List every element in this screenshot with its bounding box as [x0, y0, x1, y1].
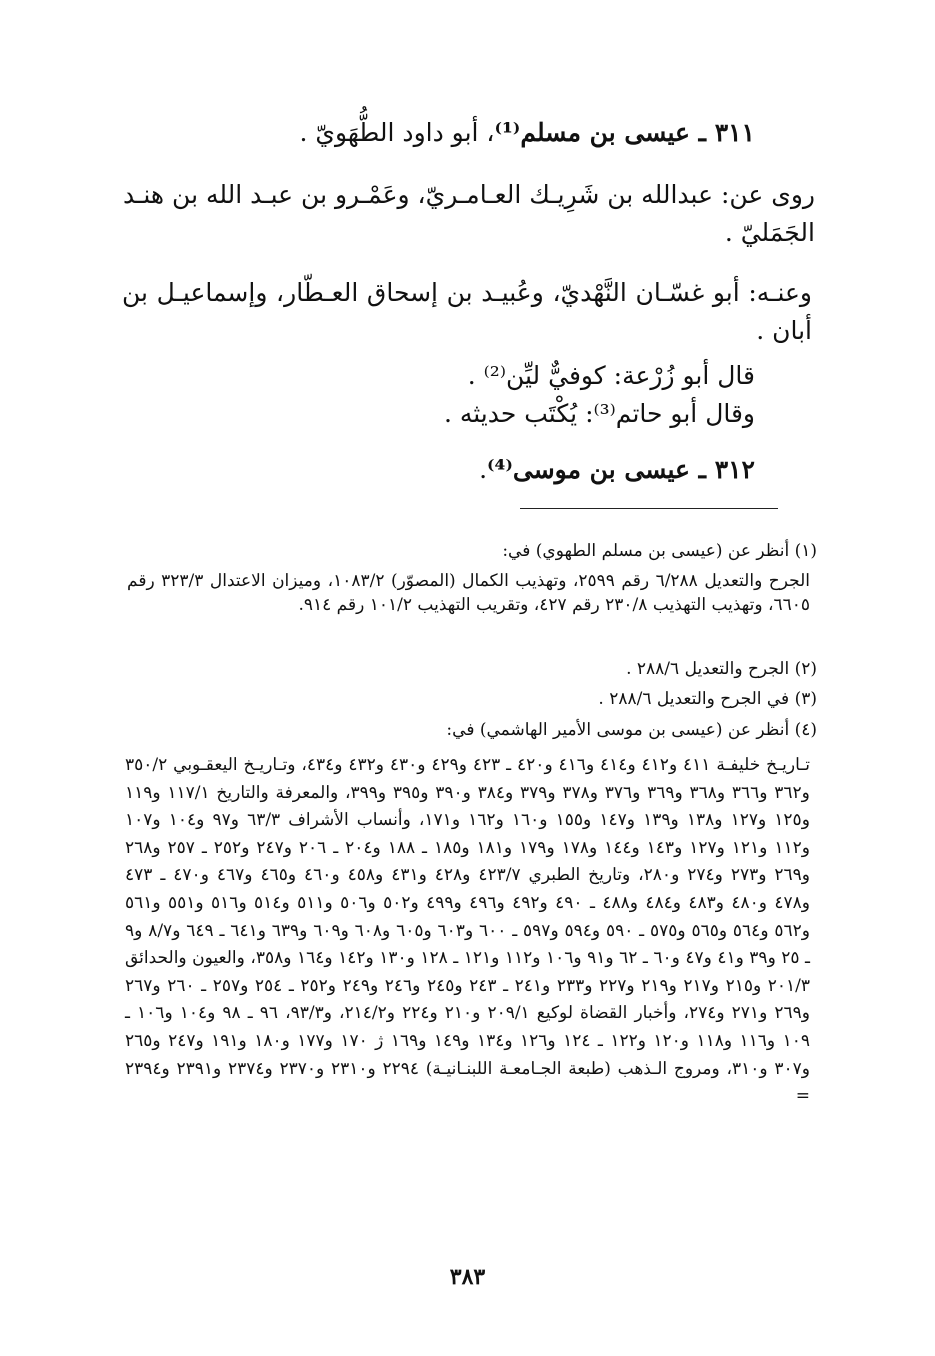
- entry-312-end: .: [479, 455, 488, 484]
- footnote-4-head: (٤) أنظر عن (عيسى بن موسى الأمير الهاشمي) في:: [446, 720, 817, 740]
- from-him-line-2: أبان .: [756, 316, 812, 345]
- entry-312-heading: ٣١٢ ـ عيسى بن موسى⁽⁴⁾: [487, 455, 755, 484]
- footnote-1-head: (١) أنظر عن (عيسى بن مسلم الطهوي) في:: [502, 541, 817, 561]
- footnote-separator: [520, 508, 778, 509]
- abu-zura-statement: قال أبو زُرْعة: كوفيٌّ ليِّن⁽²⁾ .: [467, 361, 755, 390]
- entry-311-heading-line: [105, 115, 755, 151]
- from-him-line-1: وعنـه: أبو غسّـان النَّهْديّ، وعُبيـد بن إسحاق العـطّار، وإسماعيـل بن: [122, 278, 812, 307]
- entry-312-heading-line: [105, 452, 755, 488]
- abu-hatim-statement: وقال أبو حاتم⁽³⁾: يُكْتَب حديثه .: [443, 399, 755, 428]
- footnote-4-body: تـاريـخ خليفـة ٤١١ و٤١٢ و٤١٤ و٤١٦ و٤٢٠ ـ ٤٢٣ و٤٢٩ و٤٣٠ و٤٣٢ و٤٣٤، وتـاريـخ اليعقـوبي ٣٥٠/٢ و٣٦٢ و٣٦٦ و٣٦٨ و٣٦٩ و٣٧٦ و٣٧٨ و٣٧٩ و٣٨٤ و٣٩٠ و٣٩٥ و٣٩٩، والمعرفة والتاريخ ١١٧/١ و١١٩ و١٢٥ و١٢٧ و١٣٨ و١٣٩ و١٤٧ و١٥٥ و١٦٠ و١٦٢ و١٧١، وأنساب الأشراف ٦٣/٣ و٩٧ و١٠٤ و١٠٧ و١١٢ و١٢١ و١٢٧ و١٤٣ و١٤٤ و١٧٨ و١٧٩ و١٨١ و١٨٥ ـ ١٨٨ و٢٠٤ ـ ٢٠٦ و٢٤٧ و٢٥٢ ـ ٢٥٧ و٢٦٨ و٢٦٩ و٢٧٣ و٢٧٤ و٢٨٠، وتاريخ الطبري ٤٢٣/٧ و٤٢٨ و٤٣١ و٤٥٨ و٤٦٠ و٤٦٥ و٤٦٧ و٤٧٠ ـ ٤٧٣ و٤٧٨ و٤٨٠ و٤٨٣ و٤٨٤ و٤٨٨ ـ ٤٩٠ و٤٩٢ و٤٩٦ و٤٩٩ و٥٠٢ و٥٠٦ و٥١١ و٥١٤ و٥١٦ و٥٥١ و٥٦١ و٥٦٢ و٥٦٤ و٥٦٥ و٥٧٥ ـ ٥٩٠ و٥٩٤ و٥٩٧ ـ ٦٠٠ و٦٠٣ و٦٠٥ و٦٠٨ و٦٠٩ و٦٣٩ و٦٤١ ـ ٦٤٩ و٨/٧ و٩ ـ ٢٥ و٣٩ و٤١ و٤٧ و٦٠ ـ ٦٢ و٩١ و١٠٦ و١١٢ و١٢١ ـ ١٢٨ و١٣٠ و١٤٢ و١٦٤ و٣٥٨، والعيون والحدائق ٢٠١/٣ و٢١٥ و٢١٧ و٢١٩ و٢٢٧ و٢٣٣ و٢٤١ ـ ٢٤٣ و٢٤٥ و٢٤٦ و٢٤٩ و٢٥٢ ـ ٢٥٤ و٢٥٧ ـ ٢٦٠ و٢٦٧ و٢٦٩ و٢٧١ و٢٧٤، وأخبار القضاة لوكيع ٢٠٩/١ و٢١٠ و٢٢٤ و٢١٤/٢، و٩٣/٣، ٩٦ ـ ٩٨ و١٠٤ و١٠٦ ـ ١٠٩ و١١٦ و١١٨ و١٢٠ و١٢٢ ـ ١٢٤ و١٢٦ و١٣٤ و١٤٩ و١٦٩ ژ ١٧٠ و١٧٧ و١٨٠ و١٩١ و٢٤٧ و٢٦٥ و٣٠٧ و٣١٠، ومروج الـذهب (طبعة الجـامعـة اللبنـانيـة) ٢٢٩٤ و٢٣١٠ و٢٣٧٠ و٢٣٧٤ و٢٣٩١ و٢٣٩٤ =: [125, 755, 811, 1107]
- entry-311-heading: ٣١١ ـ عيسى بن مسلم⁽¹⁾: [494, 118, 755, 147]
- footnote-2: (٢) الجرح والتعديل ٢٨٨/٦ .: [626, 659, 817, 679]
- page-number: ٣٨٣: [449, 1264, 486, 1290]
- narrated-from-line-2: الجَمَليّ .: [724, 218, 815, 247]
- footnote-3: (٣) في الجرح والتعديل ٢٨٨/٦ .: [598, 689, 817, 709]
- narrated-from-line-1: روى عن: عبدالله بن شَرِيـك العـامـريّ، وعَمْـرو بن عبـد الله بن هنـد: [122, 180, 815, 209]
- footnote-1-body: الجرح والتعديل ٦/٢٨٨ رقم ٢٥٩٩، وتهذيب الكمال (المصوّر) ١٠٨٣/٢، وميزان الاعتدال ٣٢٣/٣ رقم ٦٦٠٥، وتهذيب التهذيب ٢٣٠/٨ رقم ٤٢٧، وتقريب التهذيب ١٠١/٢ رقم ٩١٤.: [127, 571, 810, 615]
- entry-311-kunya: ، أبو داود الطُّهَويّ .: [299, 118, 495, 147]
